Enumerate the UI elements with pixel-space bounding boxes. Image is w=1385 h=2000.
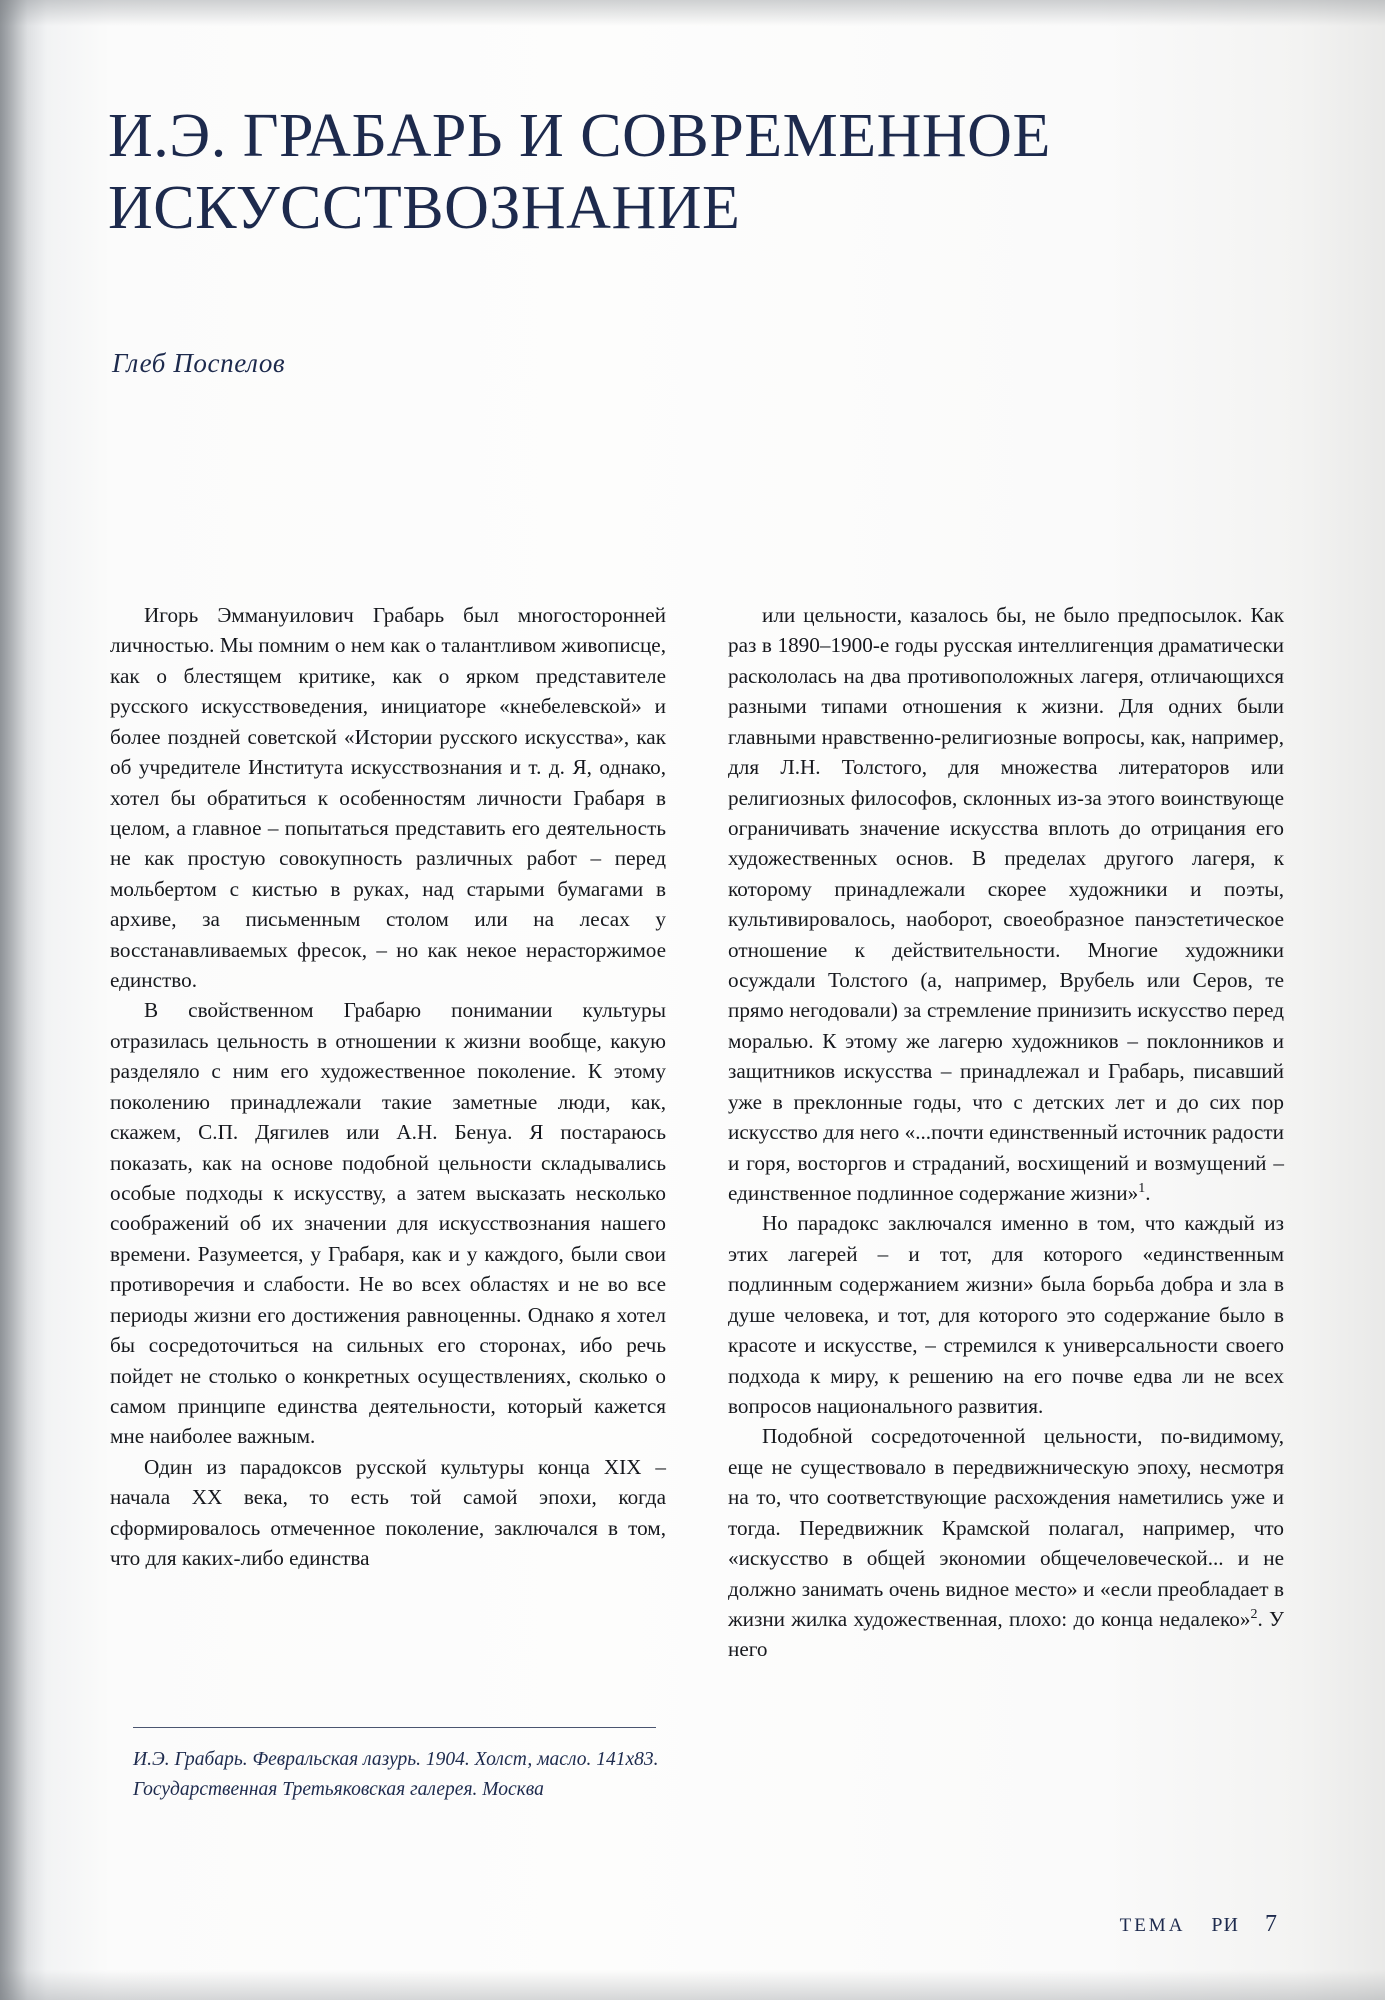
footer-journal-mark: РИ <box>1211 1914 1239 1936</box>
page-gutter-shadow <box>0 0 46 2000</box>
article-body <box>110 600 1285 1665</box>
paragraph-text: или цельности, казалось бы, не было предпосылок. Как раз в 1890–1900-е годы русская интеллигенция драматически раскололась на два противоположных лагеря, отличающихся разными типами отношения к жизни. Для одних были главными нравственно-религиозные вопросы, как, например, для Л.Н. Толстого, для множества литераторов или религиозных философов, склонных из-за этого воинствующе ограничивать значение искусства вплоть до отрицания его художественных основ. В пределах другого лагеря, к которому принадлежали скорее художники и поэты, культивировалось, наоборот, своеобразное панэстетическое отношение к действительности. Многие художники осуждали Толстого (а, например, Врубель или Серов, те прямо негодовали) за стремление принизить искусство перед моралью. К этому же лагерю художников – поклонников и защитников искусства – принадлежал и Грабарь, писавший уже в преклонные годы, что с детских лет и до сих пор искусство для него «...почти единственный источник радости и горя, восторгов и страданий, восхищений и возмущений – единственное подлинное содержание жизни» <box>728 603 1284 1206</box>
page-footer <box>1120 1911 1277 1938</box>
author-name: Глеб Поспелов <box>112 348 286 378</box>
footer-section-label: ТЕМА <box>1119 1915 1186 1936</box>
footnote-marker: 1 <box>1138 1180 1146 1196</box>
paragraph: В свойственном Грабарю понимании культуры отразилась цельность в отношении к жизни вообще, какую разделяло с ним его художественное поколение. К этому поколению принадлежали такие заметные люди, как, скажем, С.П. Дягилев или А.Н. Бенуа. Я постараюсь показать, как на основе подобной цельности складывались особые подходы к искусству, а затем высказать несколько соображений об их значении для искусствознания нашего времени. Разумеется, у Грабаря, как и у каждого, были свои противоречия и слабости. Не во всех областях и не во все периоды жизни его достижения равноценны. Однако я хотел бы сосредоточиться на сильных его сторонах, ибо речь пойдет не столько о конкретных осуществлениях, сколько о самом принципе единства деятельности, который кажется мне наиболее важным. <box>110 998 666 1449</box>
page-number: 7 <box>1265 1911 1277 1937</box>
figure-caption: И.Э. Грабарь. Февральская лазурь. 1904. Холст, масло. 141х83. Государственная Третьяковская галерея. Москва <box>133 1749 659 1800</box>
paragraph <box>728 1421 1284 1664</box>
footnote-marker: 2 <box>1250 1606 1258 1622</box>
caption-divider <box>133 1727 656 1728</box>
page-top-shadow <box>0 0 1385 26</box>
paragraph: Игорь Эммануилович Грабарь был многосторонней личностью. Мы помним о нем как о талантливом живописце, как о блестящем критике, как о ярком представителе русского искусствоведения, инициаторе «кнебелевской» и более поздней советской «Истории русского искусства», как об учредителе Института искусствознания и т. д. Я, однако, хотел бы обратиться к особенностям личности Грабаря в целом, а главное – попытаться представить его деятельность не как простую совокупность различных работ – перед мольбертом с кистью в руках, над старыми бумагами в архиве, за письменным столом или на лесах у восстанавливаемых фресок, – но как некое нерасторжимое единство. <box>110 603 666 993</box>
paragraph: Один из парадоксов русской культуры конца XIX – начала XX века, то есть той самой эпохи, когда сформировалось отмеченное поколение, заключался в том, что для каких-либо единства <box>110 1454 666 1571</box>
column-right <box>728 600 1284 1665</box>
page-bottom-shadow <box>0 1970 1385 2000</box>
page-title: И.Э. ГРАБАРЬ И СОВРЕМЕННОЕ ИСКУССТВОЗНАНИЕ <box>108 101 1051 243</box>
paragraph: Но парадокс заключался именно в том, что каждый из этих лагерей – и тот, для которого «единственным подлинным содержанием жизни» была борьба добра и зла в душе человека, и тот, для которого это содержание было в красоте и искусстве, – стремился к универсальности своего подхода к миру, к решению на его почве едва ли не всех вопросов национального развития. <box>728 1211 1284 1418</box>
column-left <box>110 600 666 1665</box>
paragraph-tail: . У него <box>728 1606 1284 1662</box>
paragraph-text: Подобной сосредоточенной цельности, по-видимому, еще не существовало в передвижническую эпоху, несмотря на то, что соответствующие расхождения наметились уже и тогда. Передвижник Крамской полагал, например, что «искусство в общей экономии общечеловеческой... и не должно занимать очень видное место» и «если преобладает в жизни жилка художественная, плохо: до конца недалеко» <box>728 1424 1284 1631</box>
paragraph: или цельности, казалось бы, не было предпосылок. Как раз в 1890–1900-е годы русская интеллигенция драматически раскололась на два противоположных лагеря, отличающихся разными типами отношения к жизни. Для одних были главными нравственно-религиозные вопросы, как, например, для Л.Н. Толстого, для множества литераторов или религиозных философов, склонных из-за этого воинствующе ограничивать значение искусства вплоть до отрицания его художественных основ. В пределах другого лагеря, к которому принадлежали скорее художники и поэты, культивировалось, наоборот, своеобразное панэстетическое отношение к действительности. Многие художники осуждали Толстого (а, например, Врубель или Серов, те прямо негодовали) за стремление принизить искусство перед моралью. К этому же лагерю художников – поклонников и защитников искусства – принадлежал и Грабарь, писавший уже в преклонные годы, что с детских лет и до сих пор искусство для него «...почти единственный источник радости и горя, восторгов и страданий, восхищений и возмущений – единственное подлинное содержание жизни»$^1$. <box>728 603 1284 1206</box>
